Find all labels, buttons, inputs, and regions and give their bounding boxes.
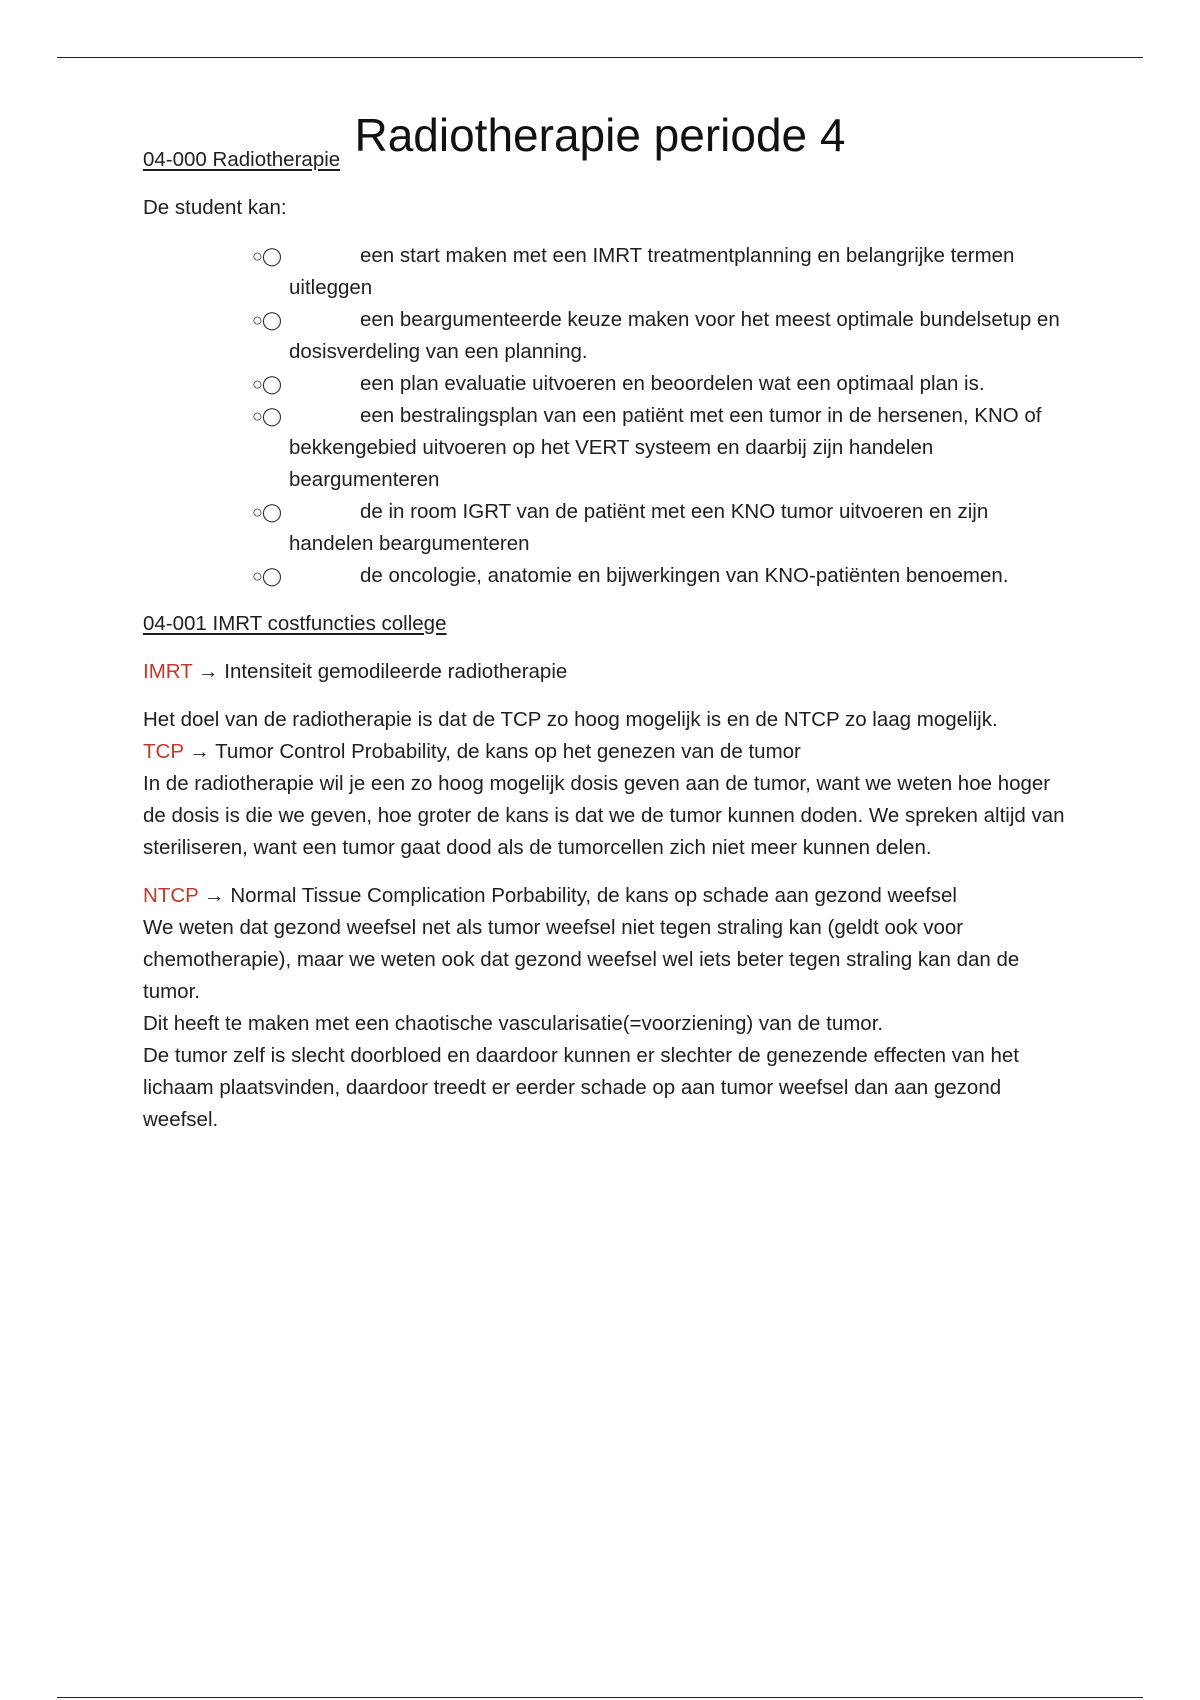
page-title: Radiotherapie periode 4 [354, 108, 846, 161]
list-item [216, 240, 1073, 304]
top-rule [57, 57, 1143, 58]
objective-text: een plan evaluatie uitvoeren en beoordelen wat een optimaal plan is. [360, 372, 985, 395]
imrt-definition [143, 656, 1073, 688]
bullet-circle-icon: ○◯ [252, 374, 282, 394]
bullet-circle-icon: ○◯ [252, 502, 282, 522]
tcp-block [143, 704, 1073, 864]
objective-text: de oncologie, anatomie en bijwerkingen van KNO-patiënten benoemen. [360, 564, 1009, 587]
imrt-definition-text: Intensiteit gemodileerde radiotherapie [218, 660, 568, 683]
ntcp-explanation-2: Dit heeft te maken met een chaotische vascularisatie(=voorziening) van de tumor. [143, 1012, 884, 1035]
list-item [216, 496, 1073, 560]
objective-text: een start maken met een IMRT treatmentplanning en belangrijke termen uitleggen [289, 244, 1015, 299]
section-heading-radiotherapie: 04-000 Radiotherapie [143, 148, 341, 171]
bullet-circle-icon: ○◯ [252, 310, 282, 330]
section-heading-imrt-costfuncties: 04-001 IMRT costfuncties college [143, 612, 447, 635]
term-ntcp: NTCP [143, 884, 199, 907]
bullet-circle-icon: ○◯ [252, 406, 282, 426]
arrow-right-icon: → [198, 660, 219, 683]
term-tcp: TCP [143, 740, 184, 763]
tcp-definition-text: Tumor Control Probability, de kans op het genezen van de tumor [209, 740, 801, 763]
ntcp-block [143, 880, 1073, 1136]
list-item [216, 400, 1073, 496]
ntcp-definition-text: Normal Tissue Complication Porbability, de kans op schade aan gezond weefsel [224, 884, 957, 907]
objectives-list [143, 240, 1073, 592]
bottom-rule [57, 1697, 1143, 1698]
ntcp-explanation-3: De tumor zelf is slecht doorbloed en daardoor kunnen er slechter de genezende effecten van het lichaam plaatsvinden, daardoor treedt er eerder schade op aan tumor weefsel dan aan gezond weefsel. [143, 1044, 1019, 1131]
objective-text: de in room IGRT van de patiënt met een KNO tumor uitvoeren en zijn handelen beargumenteren [289, 500, 989, 555]
list-item [216, 368, 1073, 400]
tcp-explanation: In de radiotherapie wil je een zo hoog mogelijk dosis geven aan de tumor, want we weten hoe hoger de dosis is die we geven, hoe groter de kans is dat we de tumor kunnen doden. We spreken altijd van steriliseren, want een tumor gaat dood als de tumorcellen zich niet meer kunnen delen. [143, 772, 1065, 859]
arrow-right-icon: → [204, 884, 225, 907]
bullet-circle-icon: ○◯ [252, 566, 282, 586]
list-item [216, 560, 1073, 592]
arrow-right-icon: → [189, 740, 210, 763]
tcp-definition [143, 736, 1073, 768]
intro-text: De student kan: [143, 196, 287, 219]
document-body [143, 144, 1073, 1152]
objective-text: een beargumenteerde keuze maken voor het meest optimale bundelsetup en dosisverdeling van een planning. [289, 308, 1060, 363]
list-item [216, 304, 1073, 368]
goal-text: Het doel van de radiotherapie is dat de TCP zo hoog mogelijk is en de NTCP zo laag mogelijk. [143, 708, 998, 731]
bullet-circle-icon: ○◯ [252, 246, 282, 266]
term-imrt: IMRT [143, 660, 193, 683]
objective-text: een bestralingsplan van een patiënt met een tumor in de hersenen, KNO of bekkengebied uitvoeren op het VERT systeem en daarbij zijn handelen beargumenteren [289, 404, 1042, 491]
ntcp-definition [143, 880, 1073, 912]
ntcp-explanation-1: We weten dat gezond weefsel net als tumor weefsel niet tegen straling kan (geldt ook voor chemotherapie), maar we weten ook dat gezond weefsel wel iets beter tegen straling kan dan de tumor. [143, 916, 1020, 1003]
